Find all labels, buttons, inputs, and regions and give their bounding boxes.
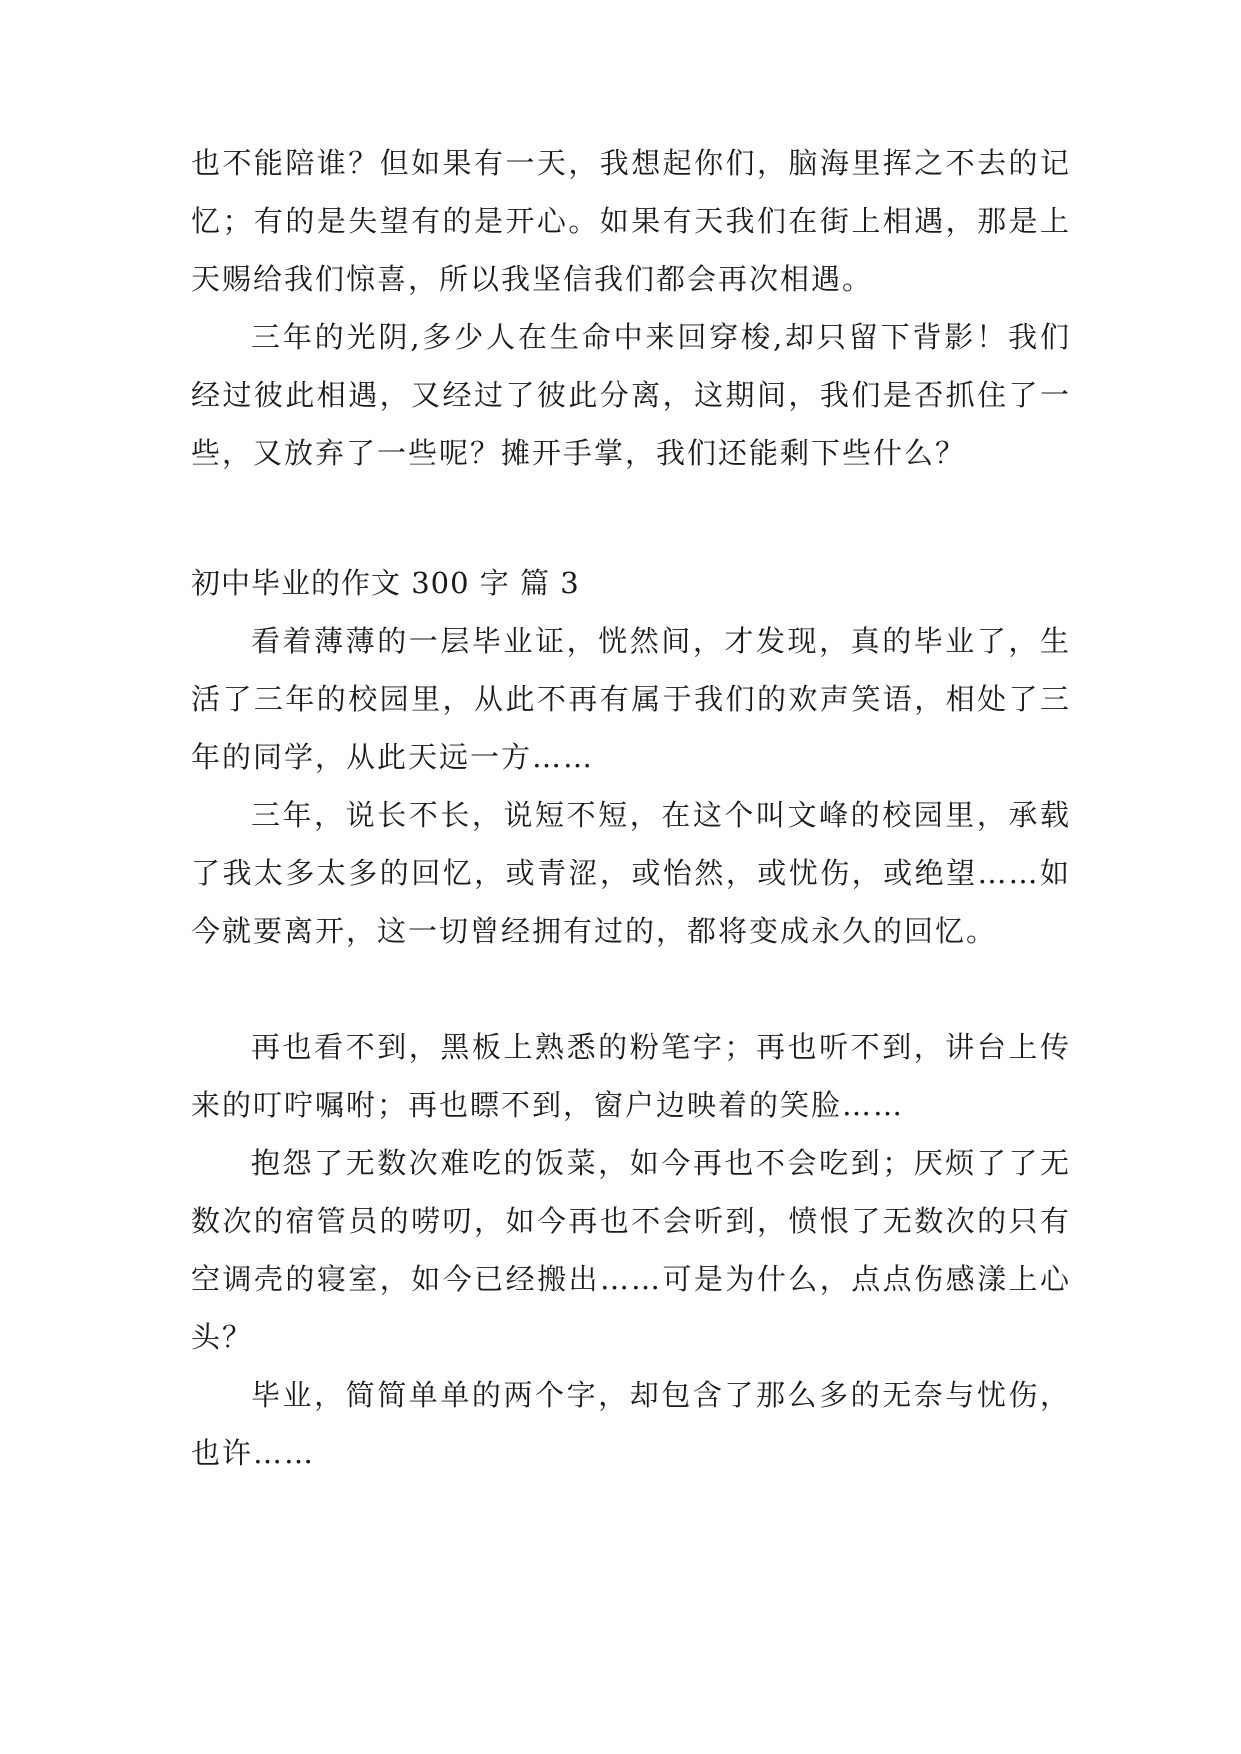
paragraph-continued: 也不能陪谁？但如果有一天，我想起你们，脑海里挥之不去的记忆；有的是失望有的是开心。如果有天我们在街上相遇，那是上天赐给我们惊喜，所以我坚信我们都会再次相遇。	[191, 146, 1071, 296]
paragraph-certificate: 看着薄薄的一层毕业证，恍然间，才发现，真的毕业了，生活了三年的校园里，从此不再有属于我们的欢声笑语，相处了三年的同学，从此天远一方……	[191, 624, 1071, 774]
paragraph-complaints: 抱怨了无数次难吃的饭菜，如今再也不会吃到；厌烦了了无数次的宿管员的唠叨，如今再也不会听到，愤恨了无数次的只有空调壳的寝室，如今已经搬出……可是为什么，点点伤感漾上心头？	[191, 1146, 1071, 1354]
paragraph-no-more: 再也看不到，黑板上熟悉的粉笔字；再也听不到，讲台上传来的叮咛嘱咐；再也瞟不到，窗户边映着的笑脸……	[191, 1030, 1071, 1122]
paragraph-three-years: 三年，说长不长，说短不短，在这个叫文峰的校园里，承载了我太多太多的回忆，或青涩，或怡然，或忧伤，或绝望……如今就要离开，这一切曾经拥有过的，都将变成永久的回忆。	[191, 798, 1071, 948]
section-title: 初中毕业的作文 300 字 篇 3	[191, 566, 580, 600]
paragraph-time-passing: 三年的光阴,多少人在生命中来回穿梭,却只留下背影！我们经过彼此相遇，又经过了彼此分离，这期间，我们是否抓住了一些，又放弃了一些呢？摊开手掌，我们还能剩下些什么？	[191, 320, 1071, 470]
paragraph-graduation: 毕业，简简单单的两个字，却包含了那么多的无奈与忧伤，也许……	[191, 1378, 1071, 1470]
